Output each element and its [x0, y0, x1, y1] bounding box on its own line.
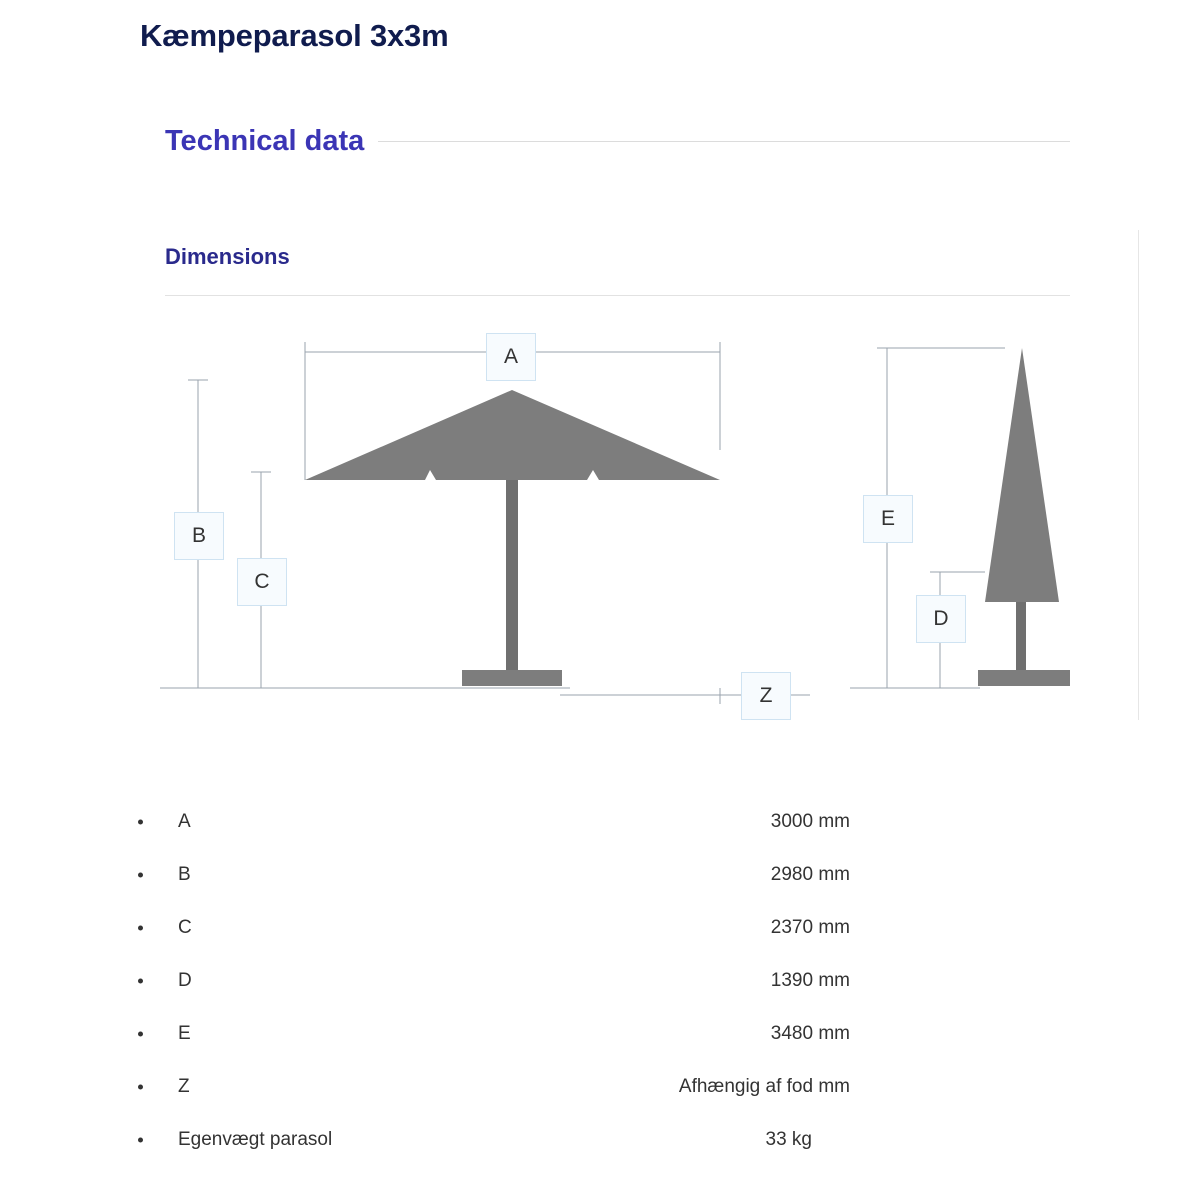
list-item — [130, 1113, 890, 1166]
callout-e: E — [863, 495, 913, 543]
list-item — [130, 795, 890, 848]
list-item — [130, 1060, 890, 1113]
section-heading: Technical data — [165, 125, 365, 157]
page-title: Kæmpeparasol 3x3m — [140, 18, 449, 53]
callout-z: Z — [741, 672, 791, 720]
dimensions-divider — [165, 295, 1070, 296]
spec-label: A — [178, 810, 191, 832]
spec-value: 3000 mm — [770, 810, 850, 832]
section-divider — [378, 141, 1070, 142]
parasol-canopy-shape — [305, 390, 720, 480]
specifications-list — [130, 795, 890, 1166]
list-item — [130, 901, 890, 954]
spec-value: 1390 mm — [770, 969, 850, 991]
dimensions-heading: Dimensions — [165, 244, 290, 269]
spec-value: 33 kg — [765, 1128, 812, 1150]
spec-label: B — [178, 863, 191, 885]
bullet-icon — [138, 1084, 143, 1089]
spec-value: 2980 mm — [770, 863, 850, 885]
callout-c: C — [237, 558, 287, 606]
parasol-pole-shape — [506, 480, 518, 670]
bullet-icon — [138, 1137, 143, 1142]
bullet-icon — [138, 819, 143, 824]
list-item — [130, 848, 890, 901]
spec-label: Z — [178, 1075, 190, 1097]
bullet-icon — [138, 978, 143, 983]
bullet-icon — [138, 1031, 143, 1036]
spec-value: 3480 mm — [770, 1022, 850, 1044]
closed-parasol-pole-shape — [1016, 602, 1026, 670]
callout-a: A — [486, 333, 536, 381]
spec-label: D — [178, 969, 192, 991]
list-item — [130, 954, 890, 1007]
spec-label: Egenvægt parasol — [178, 1128, 333, 1150]
spec-value: 2370 mm — [770, 916, 850, 938]
parasol-base-shape — [462, 670, 562, 686]
callout-b: B — [174, 512, 224, 560]
closed-parasol-shape — [985, 348, 1059, 602]
spec-value: Afhængig af fod mm — [678, 1075, 850, 1097]
spec-label: C — [178, 916, 192, 938]
bullet-icon — [138, 872, 143, 877]
callout-d: D — [916, 595, 966, 643]
dimensions-diagram — [150, 320, 1110, 730]
technical-data-section-header — [165, 125, 1070, 158]
right-column-divider — [1138, 230, 1139, 720]
parasol-dimension-drawing — [150, 320, 1110, 730]
list-item — [130, 1007, 890, 1060]
bullet-icon — [138, 925, 143, 930]
closed-parasol-base-shape — [978, 670, 1070, 686]
spec-label: E — [178, 1022, 191, 1044]
